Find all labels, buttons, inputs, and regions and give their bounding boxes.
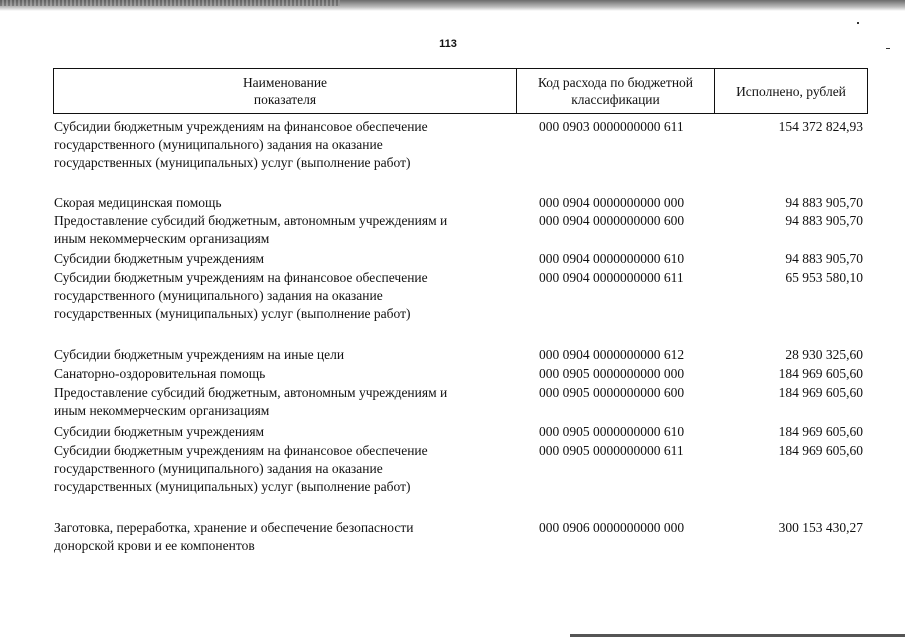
row-name: Санаторно-оздоровительная помощь bbox=[54, 366, 266, 381]
row-name: Предоставление субсидий бюджетным, автономным учреждениям и иным некоммерческим организациям bbox=[54, 213, 448, 246]
row-code: 000 0903 0000000000 611 bbox=[539, 119, 684, 134]
row-name: Заготовка, переработка, хранение и обеспечение безопасности донорской крови и ее компонентов bbox=[54, 520, 414, 553]
scan-edge-bottom bbox=[570, 634, 905, 637]
row-name: Субсидии бюджетным учреждениям на финансовое обеспечение государственного (муниципального) задания на оказание государственных (муниципальных) услуг (выполнение работ) bbox=[54, 270, 428, 321]
row-amount: 184 969 605,60 bbox=[778, 385, 863, 400]
row-code: 000 0905 0000000000 610 bbox=[539, 424, 685, 439]
row-name: Субсидии бюджетным учреждениям на финансовое обеспечение государственного (муниципального) задания на оказание государственных (муниципальных) услуг (выполнение работ) bbox=[54, 443, 428, 494]
header-name-cell bbox=[53, 69, 517, 113]
row-amount: 184 969 605,60 bbox=[778, 366, 863, 381]
header-code-label: Код расхода по бюджетной классификации bbox=[537, 75, 694, 107]
row-code: 000 0905 0000000000 000 bbox=[539, 366, 685, 381]
row-amount: 65 953 580,10 bbox=[785, 270, 863, 285]
row-code: 000 0905 0000000000 600 bbox=[539, 385, 685, 400]
row-code: 000 0904 0000000000 611 bbox=[539, 270, 684, 285]
row-amount: 154 372 824,93 bbox=[778, 119, 863, 134]
row-code: 000 0905 0000000000 611 bbox=[539, 443, 684, 458]
row-name: Субсидии бюджетным учреждениям на финансовое обеспечение государственного (муниципального) задания на оказание государственных (муниципальных) услуг (выполнение работ) bbox=[54, 119, 428, 170]
row-amount: 184 969 605,60 bbox=[778, 443, 863, 458]
scan-edge-top bbox=[0, 0, 905, 11]
header-amount-cell bbox=[715, 69, 868, 113]
row-name: Скорая медицинская помощь bbox=[54, 195, 222, 210]
row-amount: 94 883 905,70 bbox=[785, 195, 863, 210]
header-code-cell bbox=[517, 69, 715, 113]
row-code: 000 0906 0000000000 000 bbox=[539, 520, 685, 535]
row-amount: 184 969 605,60 bbox=[778, 424, 863, 439]
scan-speck bbox=[857, 22, 859, 24]
row-amount: 94 883 905,70 bbox=[785, 213, 863, 228]
scan-speck bbox=[886, 48, 890, 49]
row-name: Субсидии бюджетным учреждениям bbox=[54, 424, 265, 439]
row-name: Субсидии бюджетным учреждениям на иные цели bbox=[54, 347, 345, 362]
page-number: 113 bbox=[439, 38, 457, 50]
header-amount-label: Исполнено, рублей bbox=[736, 83, 846, 99]
row-amount: 94 883 905,70 bbox=[785, 251, 863, 266]
row-code: 000 0904 0000000000 612 bbox=[539, 347, 685, 362]
row-name: Субсидии бюджетным учреждениям bbox=[54, 251, 265, 266]
row-code: 000 0904 0000000000 600 bbox=[539, 213, 685, 228]
header-name-label: Наименование показателя bbox=[242, 75, 328, 107]
row-code: 000 0904 0000000000 000 bbox=[539, 195, 685, 210]
row-amount: 300 153 430,27 bbox=[778, 520, 863, 535]
row-code: 000 0904 0000000000 610 bbox=[539, 251, 685, 266]
table-header bbox=[53, 68, 868, 114]
row-name: Предоставление субсидий бюджетным, автономным учреждениям и иным некоммерческим организациям bbox=[54, 385, 448, 418]
row-amount: 28 930 325,60 bbox=[785, 347, 863, 362]
